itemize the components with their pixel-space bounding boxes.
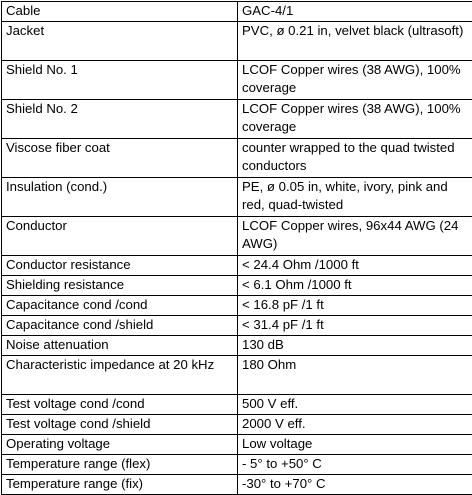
value-cell: LCOF Copper wires (38 AWG), 100% coverage: [238, 100, 472, 139]
value-cell: < 16.8 pF /1 ft: [238, 296, 472, 316]
param-cell: Jacket: [2, 22, 238, 61]
table-row: [2, 336, 472, 356]
table-row: [2, 139, 472, 178]
table-row: [2, 356, 472, 395]
param-cell: Shield No. 2: [2, 100, 238, 139]
param-cell: Operating voltage: [2, 435, 238, 455]
value-cell: 180 Ohm: [238, 356, 472, 395]
table-row: [2, 475, 472, 495]
value-cell: 2000 V eff.: [238, 415, 472, 435]
table-row: [2, 455, 472, 475]
table-row: [2, 22, 472, 61]
value-cell: < 24.4 Ohm /1000 ft: [238, 256, 472, 276]
value-cell: < 31.4 pF /1 ft: [238, 316, 472, 336]
param-cell: Conductor: [2, 217, 238, 256]
table-row: [2, 415, 472, 435]
value-cell: GAC-4/1: [238, 2, 472, 22]
param-cell: Viscose fiber coat: [2, 139, 238, 178]
value-cell: PVC, ø 0.21 in, velvet black (ultrasoft): [238, 22, 472, 61]
param-cell: Capacitance cond /shield: [2, 316, 238, 336]
param-cell: Characteristic impedance at 20 kHz: [2, 356, 238, 395]
value-cell: -30° to +70° C: [238, 475, 472, 495]
param-cell: Cable: [2, 2, 238, 22]
value-cell: - 5° to +50° C: [238, 455, 472, 475]
table-row: [2, 395, 472, 415]
param-cell: Test voltage cond /shield: [2, 415, 238, 435]
value-cell: 130 dB: [238, 336, 472, 356]
value-cell: LCOF Copper wires (38 AWG), 100% coverage: [238, 61, 472, 100]
table-row: [2, 2, 472, 22]
value-cell: counter wrapped to the quad twisted conductors: [238, 139, 472, 178]
table-row: [2, 61, 472, 100]
table-row: [2, 217, 472, 256]
param-cell: Temperature range (fix): [2, 475, 238, 495]
table-row: [2, 296, 472, 316]
value-cell: LCOF Copper wires, 96x44 AWG (24 AWG): [238, 217, 472, 256]
table-row: [2, 435, 472, 455]
value-cell: < 6.1 Ohm /1000 ft: [238, 276, 472, 296]
table-row: [2, 256, 472, 276]
table-row: [2, 178, 472, 217]
param-cell: Capacitance cond /cond: [2, 296, 238, 316]
table-row: [2, 100, 472, 139]
value-cell: Low voltage: [238, 435, 472, 455]
param-cell: Conductor resistance: [2, 256, 238, 276]
param-cell: Shield No. 1: [2, 61, 238, 100]
value-cell: 500 V eff.: [238, 395, 472, 415]
spec-table: [1, 1, 472, 495]
table-row: [2, 316, 472, 336]
param-cell: Shielding resistance: [2, 276, 238, 296]
value-cell: PE, ø 0.05 in, white, ivory, pink and red, quad-twisted: [238, 178, 472, 217]
table-row: [2, 276, 472, 296]
param-cell: Temperature range (flex): [2, 455, 238, 475]
param-cell: Noise attenuation: [2, 336, 238, 356]
param-cell: Test voltage cond /cond: [2, 395, 238, 415]
param-cell: Insulation (cond.): [2, 178, 238, 217]
